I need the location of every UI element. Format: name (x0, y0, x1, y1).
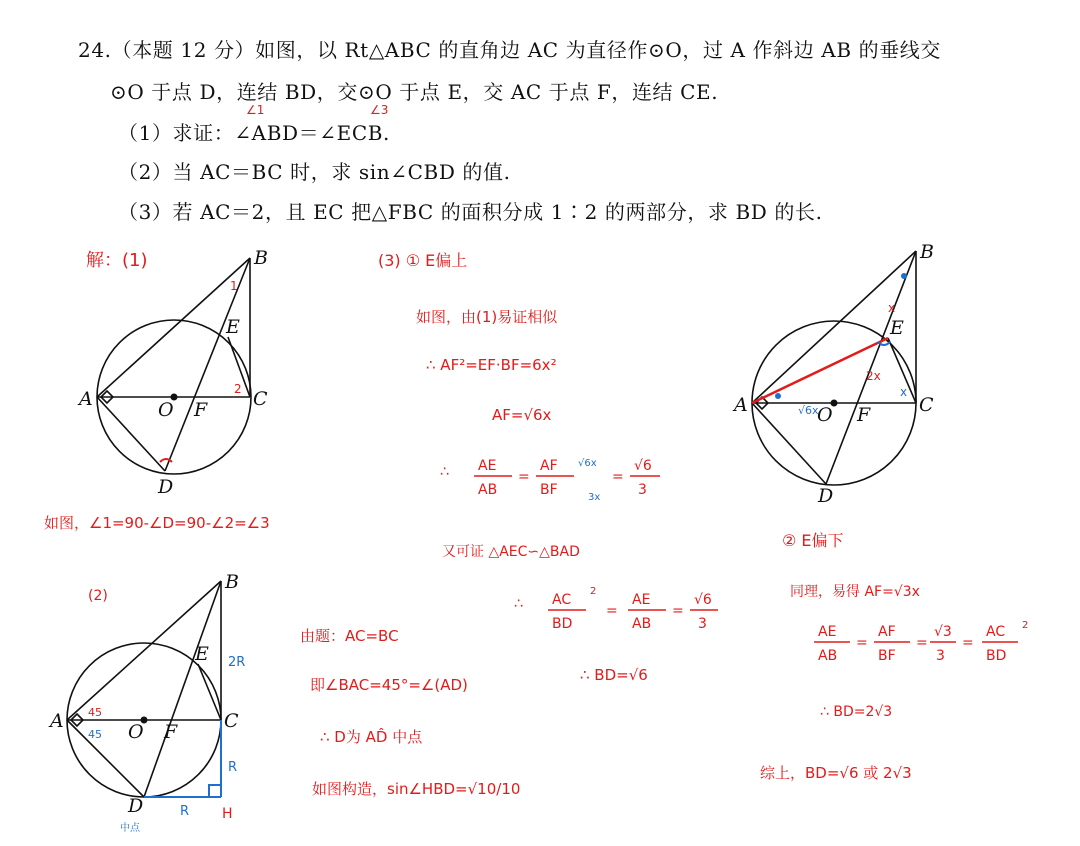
side-2r: 2R (228, 655, 246, 670)
svg-text:=: = (672, 603, 684, 619)
case1-line-1: 如图，由(1)易证相似 (416, 308, 558, 326)
ratio-2-num-a: AC (552, 592, 572, 608)
d-midpoint-note: 中点 (120, 823, 140, 834)
mark-x-ec: x (900, 385, 908, 399)
label-b: B (254, 247, 268, 269)
c2-den-2: BF (878, 648, 896, 664)
label-b-3: B (920, 241, 934, 263)
case1-ratio-1 (440, 458, 660, 503)
svg-text:=: = (518, 469, 530, 485)
case1-line-5: 又可证 △AEC∽△BAD (442, 544, 580, 560)
svg-text:=: = (856, 635, 868, 651)
question-3: （3）若 AC＝2，且 EC 把△FBC 的面积分成 1∶2 的两部分，求 BD 的长. (118, 200, 823, 224)
side-r-vertical: R (228, 760, 238, 775)
q1-angle-mark-3: ∠3 (370, 103, 389, 117)
label-b-2: B (225, 571, 239, 593)
case1-ratio-2 (514, 586, 718, 632)
c2-num-3: √3 (934, 624, 952, 640)
svg-text:=: = (962, 635, 974, 651)
label-d-2: D (128, 795, 144, 817)
c2-den-1: AB (818, 648, 838, 664)
angle-dot-a (775, 393, 781, 399)
c2-den-3: 3 (936, 648, 945, 664)
right-angle-h (209, 785, 221, 797)
angle-45-top: 45 (88, 706, 102, 719)
ratio-num: ∴ (440, 464, 449, 480)
ratio-2-num-b: AE (632, 592, 651, 608)
final-conclusion: 综上，BD=√6 或 2√3 (760, 764, 912, 782)
ratio-2-den-c: 3 (698, 616, 707, 632)
c2-den-4: BD (986, 648, 1007, 664)
segment-ec-2 (198, 664, 221, 720)
case2-ratio (814, 620, 1028, 664)
part1-proof: 如图，∠1=90-∠D=90-∠2=∠3 (44, 514, 270, 532)
q1-angle-mark-1: ∠1 (246, 103, 265, 117)
label-f-2: F (164, 721, 178, 743)
part2-line-4: 如图构造，sin∠HBD=√10/10 (312, 780, 521, 798)
note-root6x: √6x (578, 458, 597, 469)
point-h: H (222, 806, 233, 822)
case1-heading: (3) ① E偏上 (378, 251, 468, 270)
label-o-2: O (128, 721, 144, 743)
segment-bd-2 (144, 581, 221, 797)
figure-3 (752, 251, 916, 485)
part2-line-2: 即∠BAC=45°=∠(AD) (310, 676, 468, 694)
label-o: O (158, 399, 174, 421)
part2-line-1: 由题：AC=BC (300, 627, 399, 645)
part2-line-3: ∴ D为 AD̂ 中点 (320, 728, 423, 746)
label-e: E (226, 316, 240, 338)
ratio-1-num-c: √6 (634, 458, 652, 474)
mark-2x-ef: 2x (866, 369, 881, 383)
side-r-bottom: R (180, 804, 190, 819)
case1-line-2: ∴ AF²=EF·BF=6x² (426, 356, 557, 374)
figure-1 (97, 258, 251, 474)
mark-root6x-af: √6x (798, 404, 819, 417)
ratio-2-square: 2 (590, 586, 597, 597)
part1-heading: 解：(1) (86, 250, 148, 271)
label-a-2: A (50, 710, 64, 732)
mark-angle-2: 2 (234, 382, 242, 396)
c2-num-2: AF (878, 624, 896, 640)
c2-square: 2 (1022, 620, 1029, 631)
mark-angle-d (160, 459, 172, 462)
part2-heading: (2) (88, 588, 108, 604)
case1-line-3: AF=√6x (492, 406, 552, 424)
ratio-2-den-a: BD (552, 616, 573, 632)
label-a: A (79, 388, 93, 410)
label-d-3: D (818, 485, 834, 507)
label-f-3: F (857, 404, 871, 426)
problem-line-1: 24.（本题 12 分）如图，以 Rt△ABC 的直角边 AC 为直径作⊙O，过 A 作斜边 AB 的垂线交 (78, 38, 942, 62)
label-c-2: C (224, 710, 239, 732)
mark-x-be: x (888, 301, 896, 315)
label-a-3: A (734, 394, 748, 416)
case2-heading: ② E偏下 (782, 531, 844, 550)
ratio-1-den-a: AB (478, 482, 498, 498)
label-c-3: C (919, 394, 934, 416)
ratio-1-num-b: AF (540, 458, 558, 474)
label-e-3: E (890, 317, 904, 339)
case1-result: ∴ BD=√6 (580, 666, 648, 684)
label-c: C (253, 388, 268, 410)
angle-mark-e (878, 342, 890, 345)
angle-45-bottom: 45 (88, 728, 102, 741)
label-f: F (194, 399, 208, 421)
ratio-2-num-c: √6 (694, 592, 712, 608)
c2-num-4: AC (986, 624, 1006, 640)
note-3x: 3x (588, 492, 601, 503)
ratio-2-den-b: AB (632, 616, 652, 632)
label-d: D (158, 476, 174, 498)
c2-num-1: AE (818, 624, 837, 640)
ratio-1-den-b: BF (540, 482, 558, 498)
ratio-1-den-c: 3 (638, 482, 647, 498)
ratio-1-num-a: AE (478, 458, 497, 474)
case2-result: ∴ BD=2√3 (820, 704, 893, 720)
question-1: （1）求证：∠ABD＝∠ECB. (118, 121, 390, 145)
figure-2 (67, 581, 221, 797)
svg-text:=: = (612, 469, 624, 485)
label-e-2: E (195, 643, 209, 665)
label-o-3: O (817, 404, 833, 426)
problem-line-2: ⊙O 于点 D，连结 BD，交⊙O 于点 E，交 AC 于点 F，连结 CE. (110, 80, 719, 104)
svg-text:=: = (606, 603, 618, 619)
angle-dot-b (901, 273, 907, 279)
construction-lines (144, 720, 221, 797)
question-2: （2）当 AC＝BC 时，求 sin∠CBD 的值. (118, 160, 511, 184)
svg-text:=: = (916, 635, 928, 651)
case2-line-1: 同理，易得 AF=√3x (790, 584, 920, 600)
svg-text:∴: ∴ (514, 596, 523, 612)
mark-angle-1: 1 (230, 279, 238, 293)
